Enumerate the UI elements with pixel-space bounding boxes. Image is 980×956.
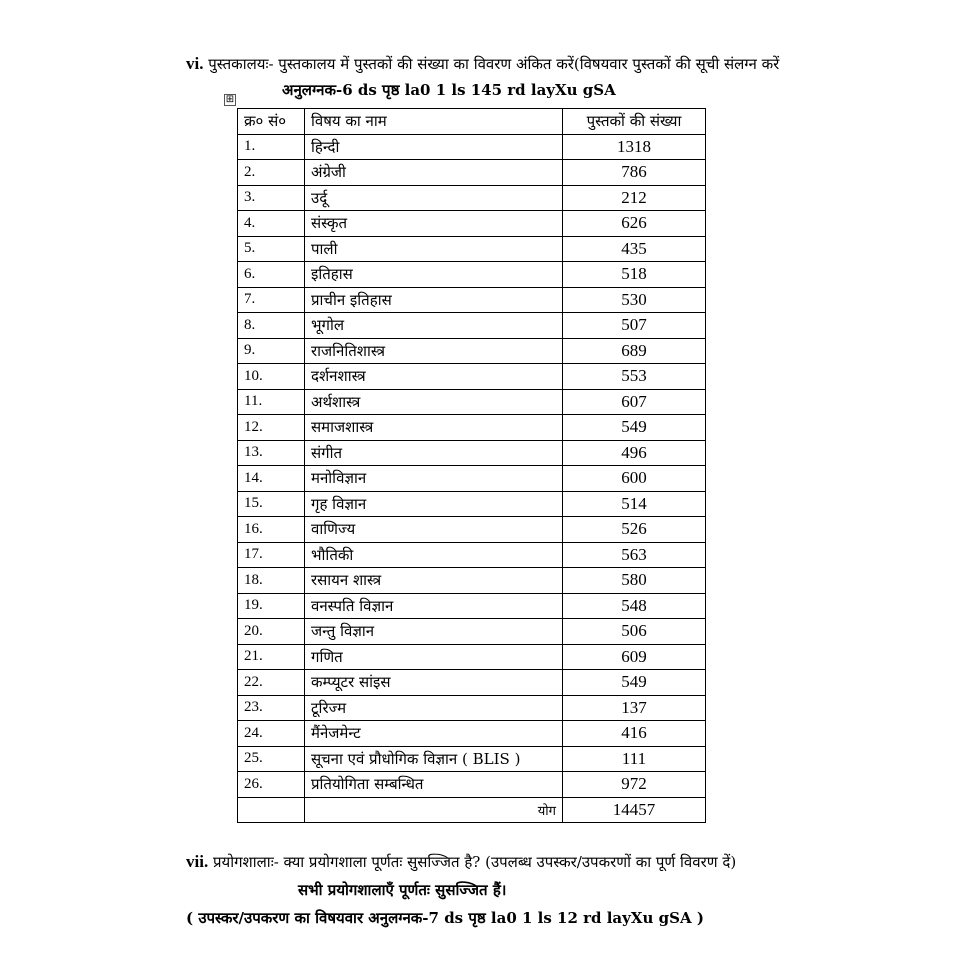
row-count: 600 bbox=[563, 466, 706, 492]
row-serial: 26. bbox=[238, 772, 305, 798]
row-serial: 1. bbox=[238, 134, 305, 160]
row-serial: 17. bbox=[238, 542, 305, 568]
row-serial: 15. bbox=[238, 491, 305, 517]
table-row bbox=[238, 185, 706, 211]
table-row bbox=[238, 364, 706, 390]
row-count: 626 bbox=[563, 211, 706, 237]
row-count: 549 bbox=[563, 415, 706, 441]
row-subject: संस्कृत bbox=[305, 211, 563, 237]
row-subject: इतिहास bbox=[305, 262, 563, 288]
row-serial: 13. bbox=[238, 440, 305, 466]
row-serial: 6. bbox=[238, 262, 305, 288]
table-row bbox=[238, 517, 706, 543]
row-count: 689 bbox=[563, 338, 706, 364]
row-serial: 8. bbox=[238, 313, 305, 339]
row-count: 507 bbox=[563, 313, 706, 339]
table-row bbox=[238, 695, 706, 721]
table-row bbox=[238, 772, 706, 798]
table-header-row bbox=[238, 109, 706, 135]
row-serial: 2. bbox=[238, 160, 305, 186]
table-row bbox=[238, 440, 706, 466]
row-subject: टूरिज्म bbox=[305, 695, 563, 721]
row-count: 496 bbox=[563, 440, 706, 466]
row-serial: 25. bbox=[238, 746, 305, 772]
row-subject: उर्दू bbox=[305, 185, 563, 211]
row-serial: 14. bbox=[238, 466, 305, 492]
section-vii-text: प्रयोगशालाः- क्या प्रयोगशाला पूर्णतः सुसज्जित है? (उपलब्ध उपस्कर/उपकरणों का पूर्ण विवरण दें) bbox=[212, 853, 737, 871]
row-subject: सूचना एवं प्रौधोगिक विज्ञान ( BLIS ) bbox=[305, 746, 563, 772]
table-row bbox=[238, 568, 706, 594]
row-count: 514 bbox=[563, 491, 706, 517]
table-row bbox=[238, 593, 706, 619]
table-row bbox=[238, 721, 706, 747]
table-row bbox=[238, 389, 706, 415]
total-empty-cell bbox=[238, 797, 305, 823]
row-count: 530 bbox=[563, 287, 706, 313]
table-row bbox=[238, 211, 706, 237]
row-subject: कम्प्यूटर सांइस bbox=[305, 670, 563, 696]
row-serial: 7. bbox=[238, 287, 305, 313]
row-count: 786 bbox=[563, 160, 706, 186]
row-count: 972 bbox=[563, 772, 706, 798]
total-value: 14457 bbox=[563, 797, 706, 823]
row-count: 553 bbox=[563, 364, 706, 390]
table-row bbox=[238, 338, 706, 364]
row-count: 1318 bbox=[563, 134, 706, 160]
table-row bbox=[238, 466, 706, 492]
row-count: 607 bbox=[563, 389, 706, 415]
row-count: 435 bbox=[563, 236, 706, 262]
row-serial: 19. bbox=[238, 593, 305, 619]
table-row bbox=[238, 262, 706, 288]
table-row bbox=[238, 542, 706, 568]
row-subject: गृह विज्ञान bbox=[305, 491, 563, 517]
row-serial: 18. bbox=[238, 568, 305, 594]
row-subject: पाली bbox=[305, 236, 563, 262]
row-subject: प्राचीन इतिहास bbox=[305, 287, 563, 313]
row-count: 212 bbox=[563, 185, 706, 211]
header-serial: क्र० सं० bbox=[238, 109, 305, 135]
row-count: 506 bbox=[563, 619, 706, 645]
row-subject: मनोविज्ञान bbox=[305, 466, 563, 492]
row-serial: 12. bbox=[238, 415, 305, 441]
section-vi-heading bbox=[186, 54, 779, 74]
row-count: 580 bbox=[563, 568, 706, 594]
row-serial: 11. bbox=[238, 389, 305, 415]
row-count: 549 bbox=[563, 670, 706, 696]
row-subject: रसायन शास्त्र bbox=[305, 568, 563, 594]
total-label: योग bbox=[305, 797, 563, 823]
table-row bbox=[238, 746, 706, 772]
row-subject: गणित bbox=[305, 644, 563, 670]
section-vi-number: vi. bbox=[186, 54, 204, 73]
row-serial: 5. bbox=[238, 236, 305, 262]
row-subject: राजनितिशास्त्र bbox=[305, 338, 563, 364]
table-move-handle-icon[interactable]: ⊞ bbox=[225, 94, 235, 105]
row-subject: वनस्पति विज्ञान bbox=[305, 593, 563, 619]
row-serial: 21. bbox=[238, 644, 305, 670]
row-count: 416 bbox=[563, 721, 706, 747]
row-serial: 10. bbox=[238, 364, 305, 390]
row-subject: समाजशास्त्र bbox=[305, 415, 563, 441]
row-serial: 20. bbox=[238, 619, 305, 645]
row-subject: दर्शनशास्त्र bbox=[305, 364, 563, 390]
row-subject: जन्तु विज्ञान bbox=[305, 619, 563, 645]
table-row bbox=[238, 670, 706, 696]
table-row bbox=[238, 134, 706, 160]
library-books-table bbox=[237, 108, 706, 823]
row-subject: भौतिकी bbox=[305, 542, 563, 568]
row-serial: 23. bbox=[238, 695, 305, 721]
row-serial: 4. bbox=[238, 211, 305, 237]
header-count: पुस्तकों की संख्या bbox=[563, 109, 706, 135]
table-row bbox=[238, 313, 706, 339]
row-subject: अंग्रेजी bbox=[305, 160, 563, 186]
row-subject: अर्थशास्त्र bbox=[305, 389, 563, 415]
row-count: 137 bbox=[563, 695, 706, 721]
row-subject: प्रतियोगिता सम्बन्धित bbox=[305, 772, 563, 798]
row-serial: 16. bbox=[238, 517, 305, 543]
row-serial: 22. bbox=[238, 670, 305, 696]
section-vii-number: vii. bbox=[186, 852, 209, 871]
table-row bbox=[238, 644, 706, 670]
section-vi-text: पुस्तकालयः- पुस्तकालय में पुस्तकों की संख्या का विवरण अंकित करें(विषयवार पुस्तकों की सूची संलग्न करें bbox=[208, 55, 780, 73]
row-subject: भूगोल bbox=[305, 313, 563, 339]
row-serial: 3. bbox=[238, 185, 305, 211]
row-count: 518 bbox=[563, 262, 706, 288]
table-total-row bbox=[238, 797, 706, 823]
row-serial: 24. bbox=[238, 721, 305, 747]
annexure-7-note: ( उपस्कर/उपकरण का विषयवार अनुलग्नक-7 ds पृष्ठ la0 1 ls 12 rd layXu gSA ) bbox=[186, 909, 704, 927]
row-subject: हिन्दी bbox=[305, 134, 563, 160]
table-row bbox=[238, 619, 706, 645]
row-count: 563 bbox=[563, 542, 706, 568]
annexure-6-note: अनुलग्नक-6 ds पृष्ठ la0 1 ls 145 rd layXu gSA bbox=[282, 81, 616, 99]
section-vii-heading bbox=[186, 852, 736, 872]
header-subject: विषय का नाम bbox=[305, 109, 563, 135]
row-subject: मैंनेजमेन्ट bbox=[305, 721, 563, 747]
row-count: 526 bbox=[563, 517, 706, 543]
row-subject: वाणिज्य bbox=[305, 517, 563, 543]
table-row bbox=[238, 491, 706, 517]
table-row bbox=[238, 236, 706, 262]
table-row bbox=[238, 287, 706, 313]
table-row bbox=[238, 415, 706, 441]
row-count: 548 bbox=[563, 593, 706, 619]
lab-answer: सभी प्रयोगशालाएँ पूर्णतः सुसज्जित हैं। bbox=[298, 881, 507, 899]
row-count: 111 bbox=[563, 746, 706, 772]
row-subject: संगीत bbox=[305, 440, 563, 466]
row-serial: 9. bbox=[238, 338, 305, 364]
row-count: 609 bbox=[563, 644, 706, 670]
table-row bbox=[238, 160, 706, 186]
